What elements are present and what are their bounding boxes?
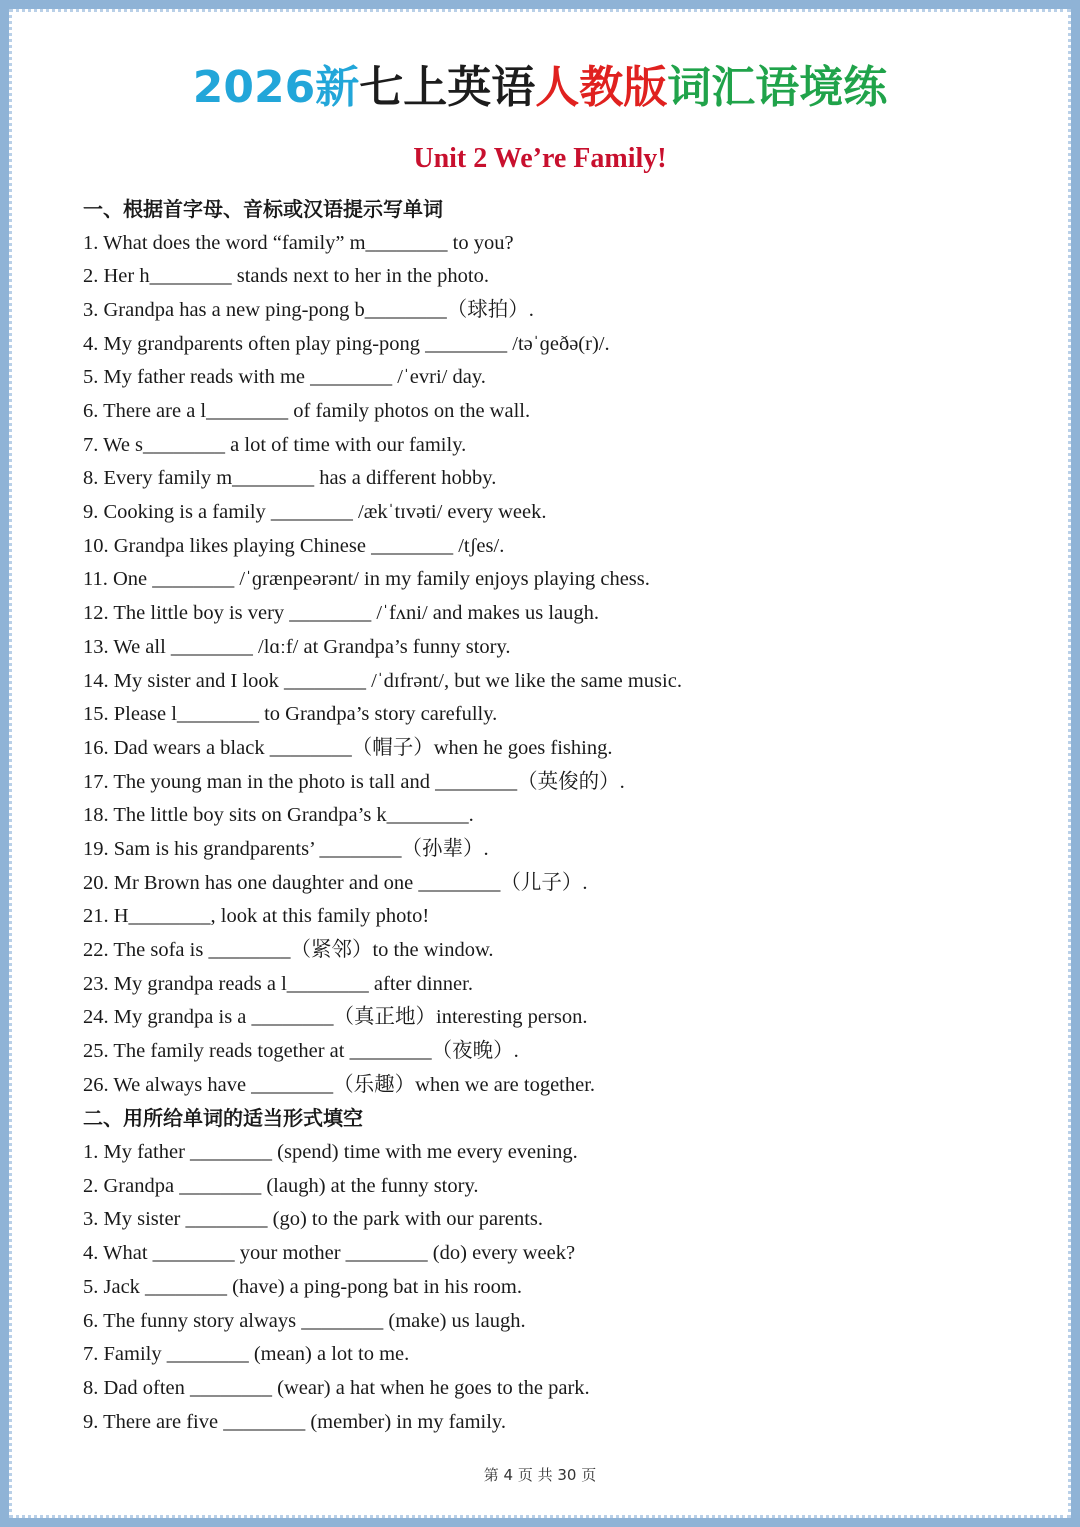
exercise-item: 2. Grandpa ________ (laugh) at the funny story. <box>83 1174 479 1197</box>
title-part-grade: 七上英语 <box>359 62 536 113</box>
exercise-item: 4. What ________ your mother ________ (do) every week? <box>83 1242 576 1265</box>
exercise-item: 3. My sister ________ (go) to the park with our parents. <box>83 1208 544 1231</box>
exercise-item: 17. The young man in the photo is tall and ________（英俊的）. <box>83 770 625 793</box>
exercise-item: 2. Her h________ stands next to her in the photo. <box>83 265 489 288</box>
exercise-item: 9. There are five ________ (member) in my family. <box>83 1410 506 1433</box>
exercise-item: 6. The funny story always ________ (make) us laugh. <box>83 1309 526 1332</box>
unit-title: Unit 2 We’re Family! <box>413 143 667 174</box>
title-part-edition: 人教版 <box>535 62 668 113</box>
exercise-item: 8. Dad often ________ (wear) a hat when he goes to the park. <box>83 1376 590 1399</box>
title-part-year: 2026新 <box>192 62 360 113</box>
exercise-item: 4. My grandparents often play ping-pong ________ /təˈɡeðə(r)/. <box>83 332 610 355</box>
exercise-item: 1. What does the word “family” m________ to you? <box>83 231 514 254</box>
exercise-item: 25. The family reads together at ________（夜晚）. <box>83 1040 519 1063</box>
exercise-item: 5. My father reads with me ________ /ˈevri/ day. <box>83 366 486 389</box>
exercise-item: 6. There are a l________ of family photos on the wall. <box>83 400 531 423</box>
worksheet-content <box>83 193 1023 1439</box>
page-footer: 第 4 页 共 30 页 <box>483 1466 597 1484</box>
exercise-item: 7. We s________ a lot of time with our family. <box>83 433 467 456</box>
exercise-item: 8. Every family m________ has a different hobby. <box>83 467 497 490</box>
exercise-item: 7. Family ________ (mean) a lot to me. <box>83 1343 410 1366</box>
exercise-item: 18. The little boy sits on Grandpa’s k________. <box>83 804 474 827</box>
exercise-item: 16. Dad wears a black ________（帽子）when he goes fishing. <box>83 736 613 759</box>
exercise-item: 19. Sam is his grandparents’ ________（孙辈）. <box>83 837 489 860</box>
exercise-item: 1. My father ________ (spend) time with me every evening. <box>83 1141 578 1164</box>
exercise-item: 10. Grandpa likes playing Chinese ________ /tʃes/. <box>83 534 505 557</box>
exercise-item: 14. My sister and I look ________ /ˈdɪfrənt/, but we like the same music. <box>83 669 682 692</box>
exercise-item: 11. One ________ /ˈɡrænpeərənt/ in my family enjoys playing chess. <box>83 568 650 591</box>
section1-list <box>83 227 1023 1103</box>
section-heading: 二、用所给单词的适当形式填空 <box>83 1106 363 1131</box>
exercise-item: 21. H________, look at this family photo! <box>83 905 430 928</box>
exercise-item: 26. We always have ________（乐趣）when we are together. <box>83 1073 596 1096</box>
section2-list <box>83 1136 1023 1439</box>
exercise-item: 5. Jack ________ (have) a ping-pong bat in his room. <box>83 1275 522 1298</box>
exercise-item: 3. Grandpa has a new ping-pong b________（球拍）. <box>83 298 534 321</box>
exercise-item: 15. Please l________ to Grandpa’s story carefully. <box>83 703 498 726</box>
section-heading: 一、根据首字母、音标或汉语提示写单词 <box>83 197 443 221</box>
exercise-item: 23. My grandpa reads a l________ after dinner. <box>83 972 473 995</box>
exercise-item: 9. Cooking is a family ________ /ækˈtɪvəti/ every week. <box>83 501 547 524</box>
exercise-item: 22. The sofa is ________（紧邻）to the window. <box>83 939 494 962</box>
exercise-item: 24. My grandpa is a ________（真正地）interesting person. <box>83 1006 588 1029</box>
exercise-item: 20. Mr Brown has one daughter and one ________（儿子）. <box>83 871 588 894</box>
exercise-item: 13. We all ________ /lɑːf/ at Grandpa’s funny story. <box>83 635 511 658</box>
page-title <box>0 58 1080 118</box>
title-part-topic: 词汇语境练 <box>667 62 888 113</box>
exercise-item: 12. The little boy is very ________ /ˈfʌni/ and makes us laugh. <box>83 602 600 625</box>
